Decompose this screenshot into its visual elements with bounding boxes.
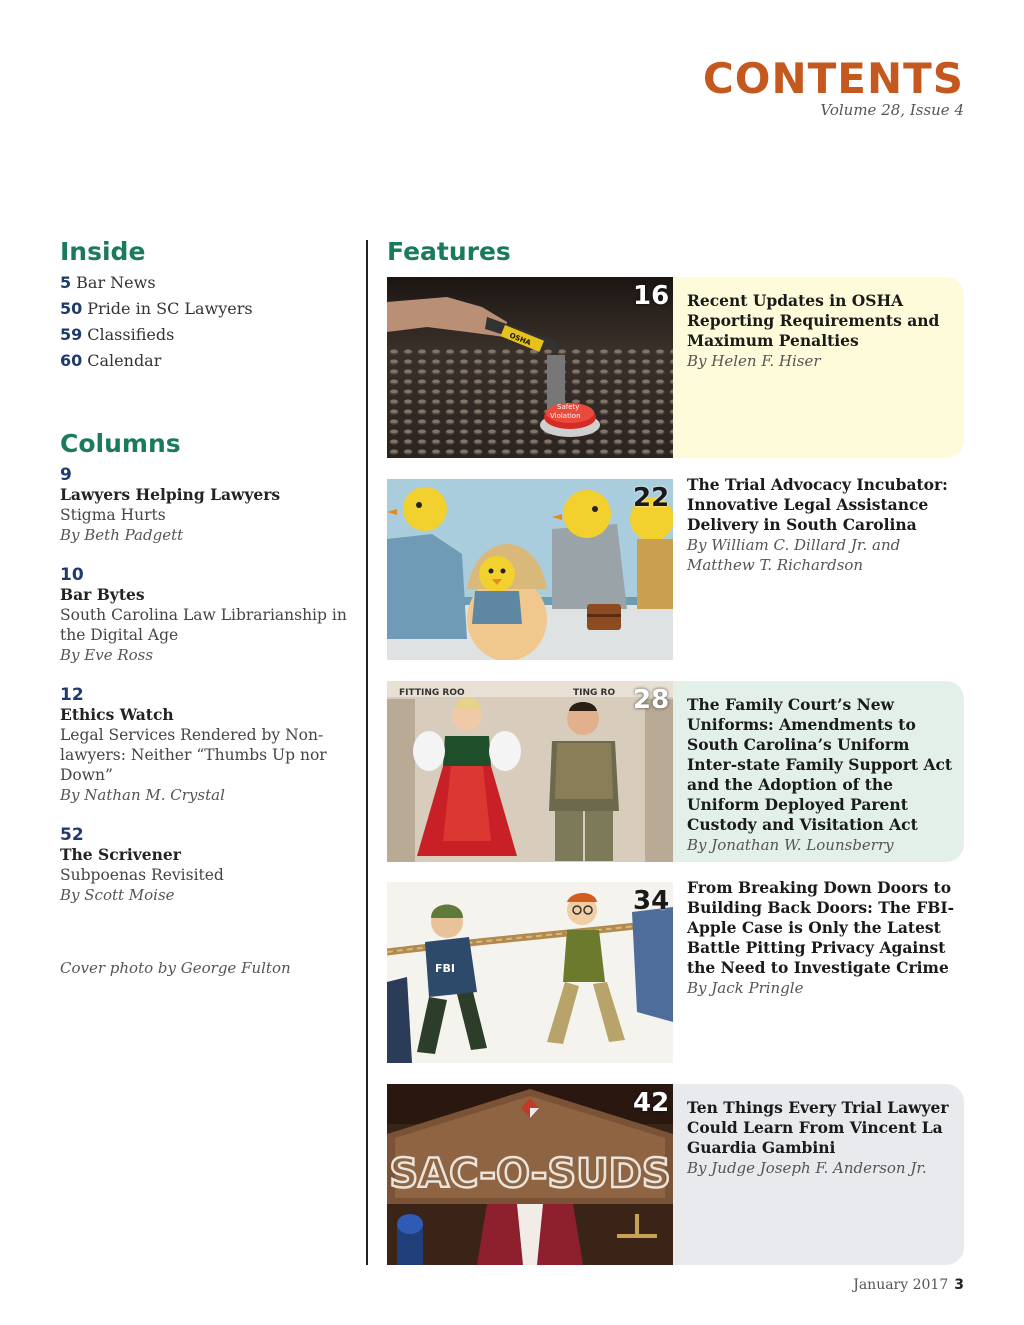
feature-author: By Jonathan W. Lounsberry [687,836,894,854]
feature-card[interactable] [387,475,964,660]
feature-card[interactable] [387,1084,964,1265]
cover-credit: Cover photo by George Fulton [60,959,291,977]
column-page: 12 [60,685,84,705]
column-author: By Beth Padgett [60,526,184,544]
feature-page: 16 [633,281,670,311]
column-subtitle: Stigma Hurts [60,506,166,524]
inside-item-page: 50 [60,298,83,318]
inside-item-page: 60 [60,350,83,370]
feature-card[interactable] [387,681,964,862]
issue-label: Volume 28, Issue 4 [820,101,964,119]
column-entry[interactable] [60,565,350,665]
inside-heading: Inside [60,237,146,266]
column-subtitle: Subpoenas Revisited [60,866,224,884]
column-page: 9 [60,465,72,485]
column-page: 10 [60,565,84,585]
inside-item-label: Calendar [87,350,162,370]
feature-page: 22 [633,483,670,513]
feature-text [687,475,957,575]
inside-item-page: 59 [60,324,83,344]
feature-title: Recent Updates in OSHA Reporting Requirements and Maximum Penalties [687,291,940,350]
fbi-vest-label: FBI [435,962,455,975]
feature-text [687,695,957,855]
column-entry[interactable] [60,825,350,905]
column-entry[interactable] [60,465,350,545]
inside-item[interactable] [60,270,350,296]
feature-text [687,878,957,998]
feature-author: By Helen F. Hiser [687,352,821,370]
feature-title: The Family Court’s New Uniforms: Amendments to South Carolina’s Uniform Inter-state Family Support Act and the Adoption of the Uniform Deployed Parent Custody and Visitation Act [687,695,953,834]
feature-image-fitting-room [387,681,673,862]
inside-item-label: Classifieds [87,324,175,344]
inside-item[interactable] [60,348,350,374]
feature-title: Ten Things Every Trial Lawyer Could Learn From Vincent La Guardia Gambini [687,1098,949,1157]
footer-date: January 2017 [853,1277,949,1293]
column-name: Ethics Watch [60,705,174,724]
column-subtitle: South Carolina Law Librarianship in the Digital Age [60,606,347,644]
inside-item-page: 5 [60,272,72,292]
column-divider [366,240,368,1265]
column-subtitle: Legal Services Rendered by Non-lawyers: Neither “Thumbs Up nor Down” [60,726,327,784]
feature-image-chicks [387,479,673,660]
feature-card[interactable] [387,277,964,458]
column-author: By Scott Moise [60,886,175,904]
feature-title: The Trial Advocacy Incubator: Innovative Legal Assistance Delivery in South Carolina [687,475,948,534]
feature-image-sac-o-suds [387,1084,673,1265]
feature-image-tug-of-war [387,882,673,1063]
features-heading: Features [387,237,511,266]
column-author: By Nathan M. Crystal [60,786,225,804]
feature-page: 28 [633,685,670,715]
column-entry[interactable] [60,685,350,805]
column-name: Bar Bytes [60,585,145,604]
left-column [60,238,350,905]
column-author: By Eve Ross [60,646,154,664]
column-page: 52 [60,825,84,845]
feature-card[interactable] [387,878,964,1063]
column-name: Lawyers Helping Lawyers [60,485,281,504]
inside-item-label: Bar News [76,272,156,292]
feature-author: By Jack Pringle [687,979,804,997]
inside-item[interactable] [60,322,350,348]
feature-page: 42 [633,1088,670,1118]
feature-text [687,1098,957,1178]
fitting-room-sign-left: FITTING ROO [399,688,465,698]
feature-author: By Judge Joseph F. Anderson Jr. [687,1159,927,1177]
button-label-line2: Violation [550,412,581,420]
inside-item[interactable] [60,296,350,322]
inside-item-label: Pride in SC Lawyers [87,298,253,318]
feature-author: By William C. Dillard Jr. and Matthew T. Richardson [687,536,901,574]
inside-list [60,270,350,374]
feature-page: 34 [633,886,670,916]
page-title: CONTENTS [702,54,964,103]
columns-heading: Columns [60,428,181,458]
fitting-room-sign-right: TING RO [573,688,616,698]
footer-page-number: 3 [954,1277,964,1293]
column-name: The Scrivener [60,845,181,864]
feature-image-osha [387,277,673,458]
button-label-line1: Safety [557,403,580,411]
page-footer [853,1277,964,1293]
osha-handle-label: OSHA [508,331,532,348]
sac-o-suds-sign: SAC-O-SUDS [389,1151,671,1197]
feature-title: From Breaking Down Doors to Building Back Doors: The FBI-Apple Case is Only the Latest Battle Pitting Privacy Against the Need to Investigate Crime [687,878,955,977]
feature-text [687,291,957,371]
